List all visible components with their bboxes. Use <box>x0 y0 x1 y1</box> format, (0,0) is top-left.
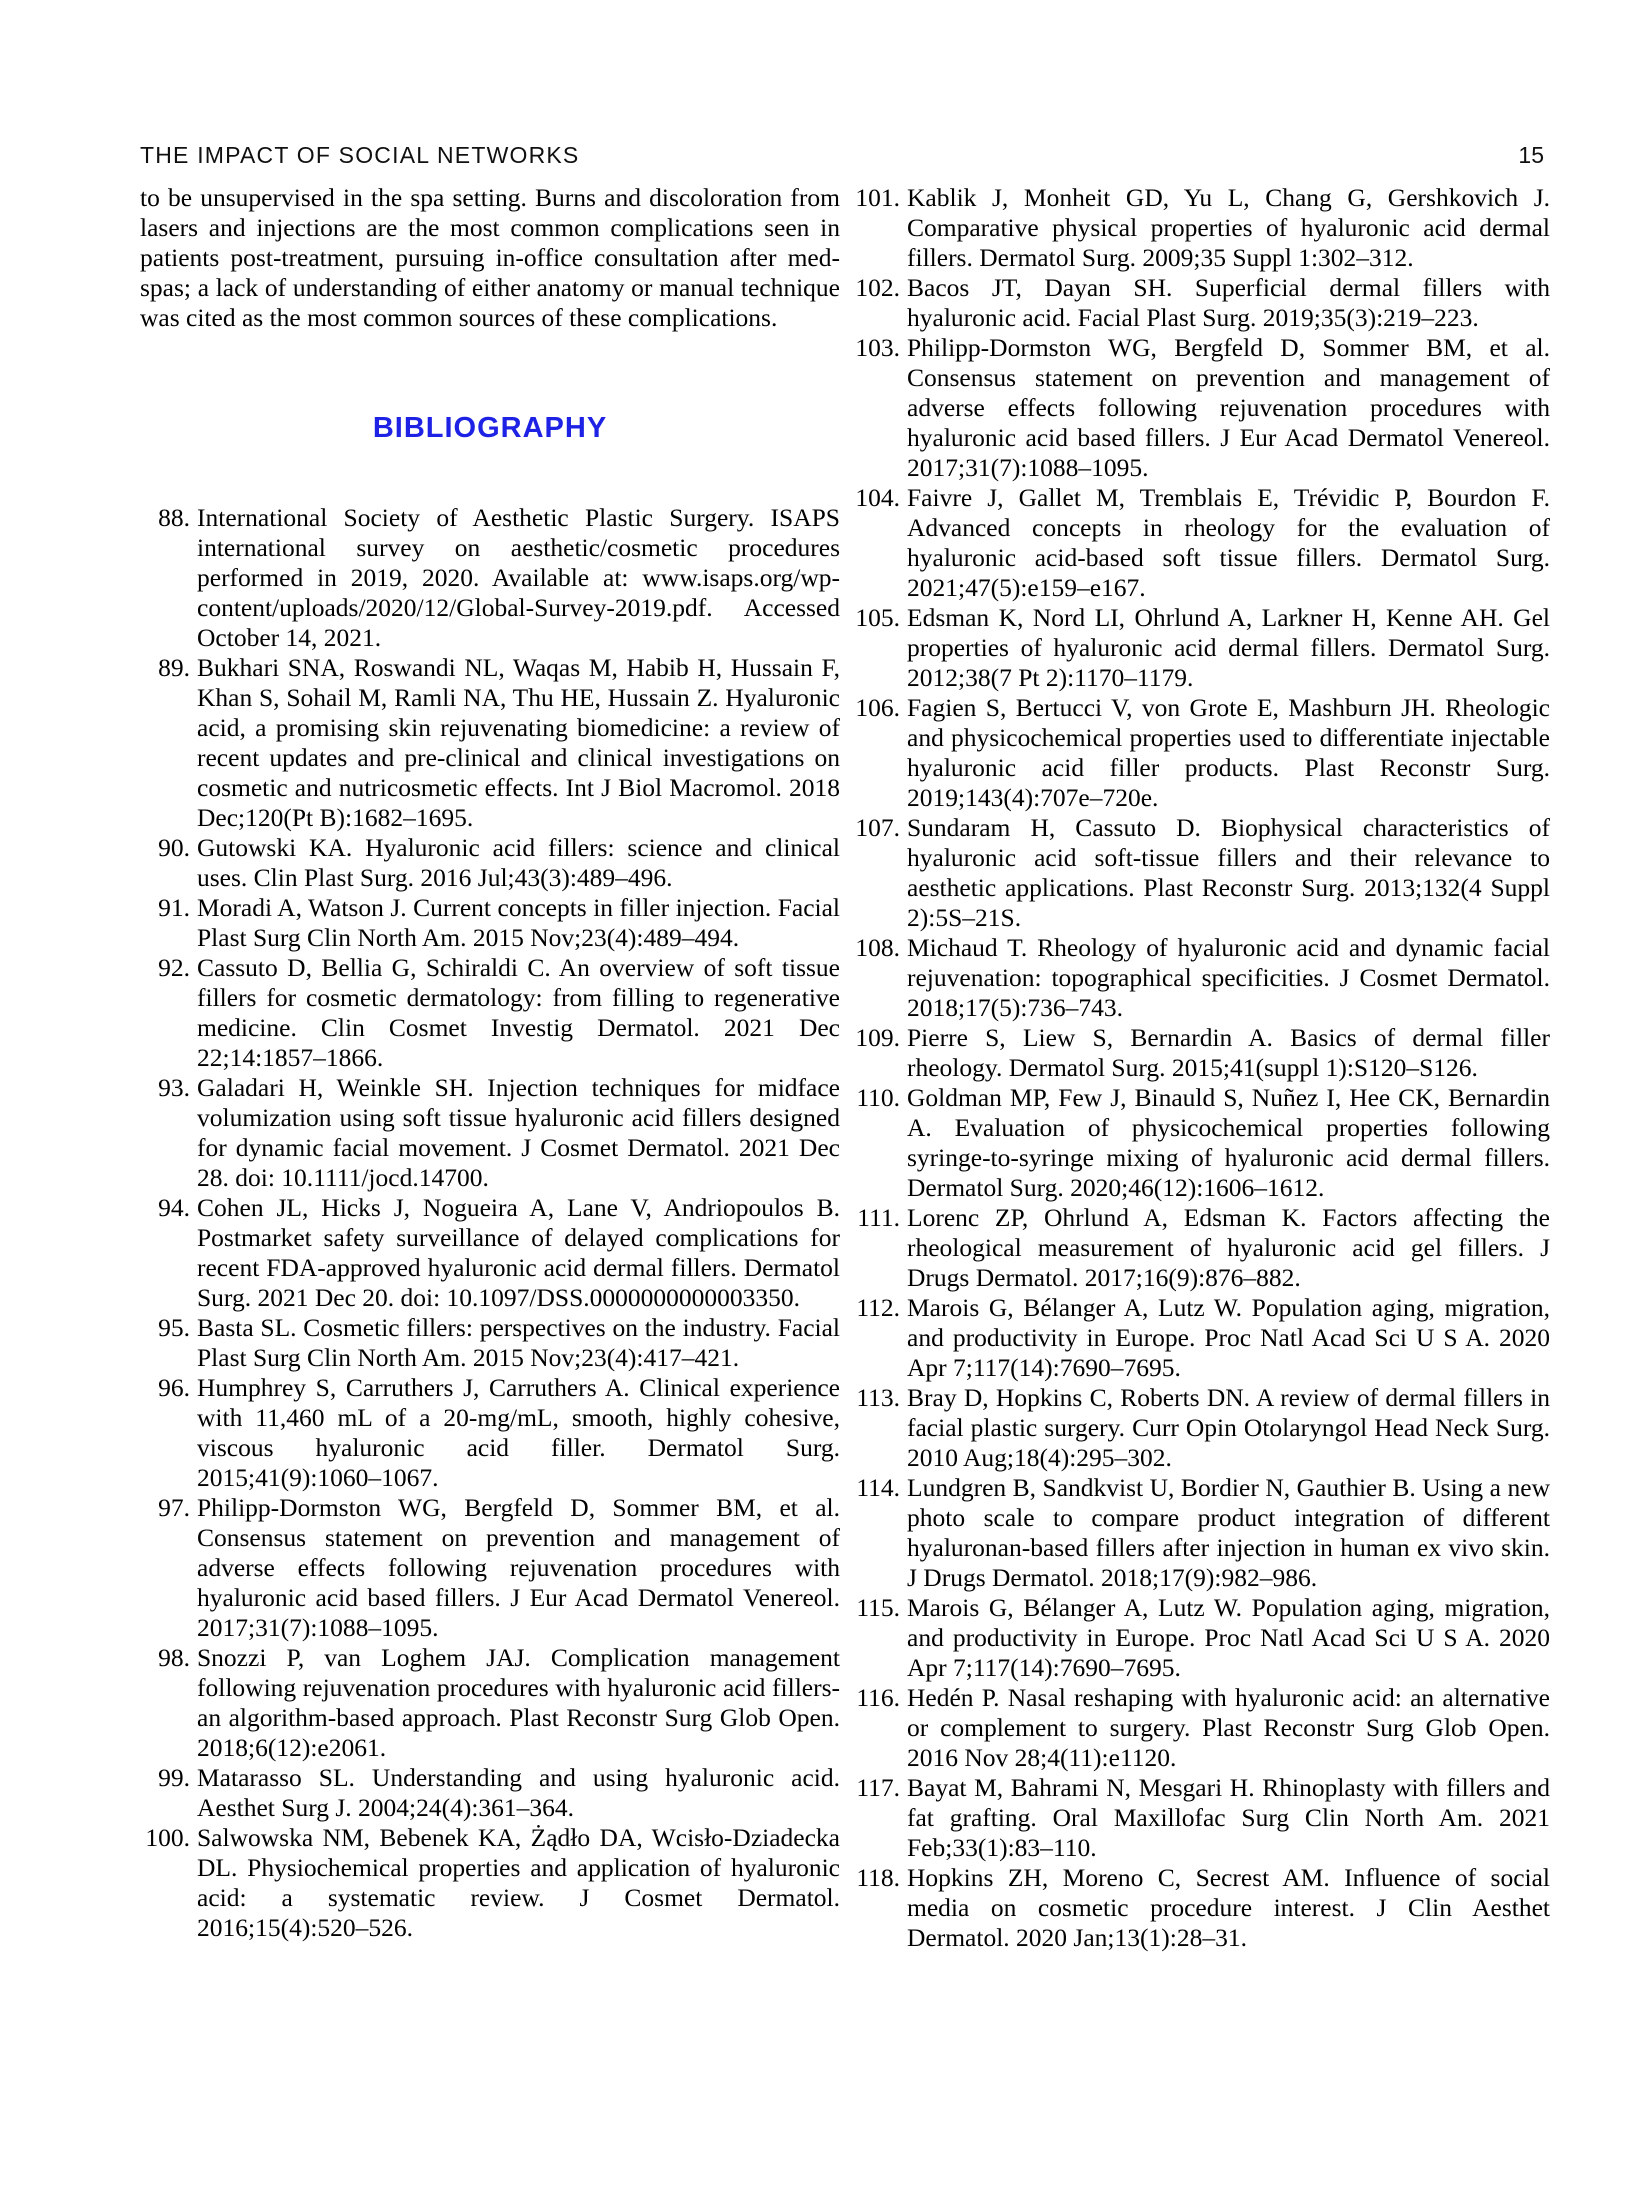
reference-text: Hopkins ZH, Moreno C, Secrest AM. Influence of social media on cosmetic procedure interest. J Clin Aesthet Dermatol. 2020 Jan;13(1):28–31. <box>907 1863 1550 1952</box>
reference-item <box>850 1083 1550 1203</box>
reference-number: 95. <box>158 1313 190 1342</box>
reference-text: Marois G, Bélanger A, Lutz W. Population aging, migration, and productivity in Europe. Proc Natl Acad Sci U S A. 2020 Apr 7;117(14):7690–7695. <box>907 1593 1550 1682</box>
reference-number: 106. <box>855 693 900 722</box>
reference-item <box>850 1593 1550 1683</box>
reference-number: 88. <box>158 503 190 532</box>
right-column <box>850 183 1550 1953</box>
reference-text: Bayat M, Bahrami N, Mesgari H. Rhinoplasty with fillers and fat grafting. Oral Maxillofac Surg Clin North Am. 2021 Feb;33(1):83–110. <box>907 1773 1550 1862</box>
reference-number: 117. <box>856 1773 900 1802</box>
reference-text: Gutowski KA. Hyaluronic acid fillers: science and clinical uses. Clin Plast Surg. 2016 Jul;43(3):489–496. <box>197 833 840 892</box>
reference-item <box>140 1193 840 1313</box>
reference-item <box>850 273 1550 333</box>
page-number: 15 <box>1518 142 1544 168</box>
reference-number: 112. <box>856 1293 900 1322</box>
reference-item <box>850 333 1550 483</box>
reference-item <box>140 1373 840 1493</box>
reference-item <box>850 813 1550 933</box>
left-column <box>140 183 840 1943</box>
reference-number: 114. <box>856 1473 900 1502</box>
reference-text: Bray D, Hopkins C, Roberts DN. A review of dermal fillers in facial plastic surgery. Curr Opin Otolaryngol Head Neck Surg. 2010 Aug;18(4):295–302. <box>907 1383 1550 1472</box>
reference-item <box>850 1863 1550 1953</box>
reference-number: 113. <box>856 1383 900 1412</box>
reference-item <box>140 1823 840 1943</box>
reference-text: Matarasso SL. Understanding and using hyaluronic acid. Aesthet Surg J. 2004;24(4):361–364. <box>197 1763 840 1822</box>
reference-number: 104. <box>855 483 900 512</box>
reference-item <box>850 1773 1550 1863</box>
reference-item <box>140 653 840 833</box>
reference-text: Humphrey S, Carruthers J, Carruthers A. Clinical experience with 11,460 mL of a 20-mg/mL, smooth, highly cohesive, viscous hyaluronic acid filler. Dermatol Surg. 2015;41(9):1060–1067. <box>197 1373 840 1492</box>
reference-number: 103. <box>855 333 900 362</box>
reference-text: International Society of Aesthetic Plastic Surgery. ISAPS international survey on aesthetic/cosmetic procedures performed in 2019, 2020. Available at: www.isaps.org/wp-content/uploads/2020/12/Global-Survey-2019.pdf. Accessed October 14, 2021. <box>197 503 840 652</box>
reference-item <box>850 183 1550 273</box>
reference-text: Marois G, Bélanger A, Lutz W. Population aging, migration, and productivity in Europe. Proc Natl Acad Sci U S A. 2020 Apr 7;117(14):7690–7695. <box>907 1293 1550 1382</box>
reference-text: Sundaram H, Cassuto D. Biophysical characteristics of hyaluronic acid soft-tissue fillers and their relevance to aesthetic applications. Plast Reconstr Surg. 2013;132(4 Suppl 2):5S–21S. <box>907 813 1550 932</box>
reference-item <box>140 1643 840 1763</box>
reference-text: Philipp-Dormston WG, Bergfeld D, Sommer BM, et al. Consensus statement on prevention and management of adverse effects following rejuvenation procedures with hyaluronic acid based fillers. J Eur Acad Dermatol Venereol. 2017;31(7):1088–1095. <box>907 333 1550 482</box>
reference-number: 96. <box>158 1373 190 1402</box>
reference-item <box>850 1293 1550 1383</box>
reference-text: Kablik J, Monheit GD, Yu L, Chang G, Gershkovich J. Comparative physical properties of hyaluronic acid dermal fillers. Dermatol Surg. 2009;35 Suppl 1:302–312. <box>907 183 1550 272</box>
reference-number: 92. <box>158 953 190 982</box>
reference-number: 109. <box>855 1023 900 1052</box>
reference-item <box>140 1313 840 1373</box>
reference-number: 116. <box>856 1683 900 1712</box>
reference-item <box>850 483 1550 603</box>
reference-text: Lorenc ZP, Ohrlund A, Edsman K. Factors affecting the rheological measurement of hyaluronic acid gel fillers. J Drugs Dermatol. 2017;16(9):876–882. <box>907 1203 1550 1292</box>
reference-text: Bacos JT, Dayan SH. Superficial dermal fillers with hyaluronic acid. Facial Plast Surg. 2019;35(3):219–223. <box>907 273 1550 332</box>
reference-text: Cassuto D, Bellia G, Schiraldi C. An overview of soft tissue fillers for cosmetic dermatology: from filling to regenerative medicine. Clin Cosmet Investig Dermatol. 2021 Dec 22;14:1857–1866. <box>197 953 840 1072</box>
reference-text: Fagien S, Bertucci V, von Grote E, Mashburn JH. Rheologic and physicochemical properties used to differentiate injectable hyaluronic acid filler products. Plast Reconstr Surg. 2019;143(4):707e–720e. <box>907 693 1550 812</box>
reference-number: 110. <box>856 1083 900 1112</box>
bibliography-heading: BIBLIOGRAPHY <box>372 412 608 444</box>
reference-item <box>140 503 840 653</box>
reference-number: 107. <box>855 813 900 842</box>
reference-item <box>850 1203 1550 1293</box>
reference-number: 93. <box>158 1073 190 1102</box>
reference-text: Michaud T. Rheology of hyaluronic acid and dynamic facial rejuvenation: topographical specificities. J Cosmet Dermatol. 2018;17(5):736–743. <box>907 933 1550 1022</box>
reference-number: 91. <box>158 893 190 922</box>
reference-number: 102. <box>855 273 900 302</box>
reference-number: 111. <box>857 1203 900 1232</box>
reference-item <box>850 693 1550 813</box>
reference-text: Galadari H, Weinkle SH. Injection techniques for midface volumization using soft tissue hyaluronic acid fillers designed for dynamic facial movement. J Cosmet Dermatol. 2021 Dec 28. doi: 10.1111/jocd.14700. <box>197 1073 840 1192</box>
running-head: THE IMPACT OF SOCIAL NETWORKS <box>140 142 580 168</box>
reference-number: 100. <box>145 1823 190 1852</box>
reference-number: 98. <box>158 1643 190 1672</box>
reference-number: 101. <box>855 183 900 212</box>
reference-text: Lundgren B, Sandkvist U, Bordier N, Gauthier B. Using a new photo scale to compare product integration of different hyaluronan-based fillers after injection in human ex vivo skin. J Drugs Dermatol. 2018;17(9):982–986. <box>907 1473 1550 1592</box>
reference-item <box>140 953 840 1073</box>
reference-item <box>850 603 1550 693</box>
reference-text: Cohen JL, Hicks J, Nogueira A, Lane V, Andriopoulos B. Postmarket safety surveillance of delayed complications for recent FDA-approved hyaluronic acid dermal fillers. Dermatol Surg. 2021 Dec 20. doi: 10.1097/DSS.0000000000003350. <box>197 1193 840 1312</box>
reference-number: 115. <box>856 1593 900 1622</box>
reference-item <box>140 1763 840 1823</box>
reference-number: 97. <box>158 1493 190 1522</box>
reference-text: Basta SL. Cosmetic fillers: perspectives on the industry. Facial Plast Surg Clin North Am. 2015 Nov;23(4):417–421. <box>197 1313 840 1372</box>
reference-text: Philipp-Dormston WG, Bergfeld D, Sommer BM, et al. Consensus statement on prevention and management of adverse effects following rejuvenation procedures with hyaluronic acid based fillers. J Eur Acad Dermatol Venereol. 2017;31(7):1088–1095. <box>197 1493 840 1642</box>
reference-number: 89. <box>158 653 190 682</box>
reference-text: Goldman MP, Few J, Binauld S, Nuñez I, Hee CK, Bernardin A. Evaluation of physicochemical properties following syringe-to-syringe mixing of hyaluronic acid dermal fillers. Dermatol Surg. 2020;46(12):1606–1612. <box>907 1083 1550 1202</box>
reference-text: Bukhari SNA, Roswandi NL, Waqas M, Habib H, Hussain F, Khan S, Sohail M, Ramli NA, Thu HE, Hussain Z. Hyaluronic acid, a promising skin rejuvenating biomedicine: a review of recent updates and pre-clinical and clinical investigations on cosmetic and nutricosmetic effects. Int J Biol Macromol. 2018 Dec;120(Pt B):1682–1695. <box>197 653 840 832</box>
reference-number: 108. <box>855 933 900 962</box>
reference-item <box>140 1493 840 1643</box>
reference-number: 99. <box>158 1763 190 1792</box>
reference-number: 90. <box>158 833 190 862</box>
reference-list-left <box>140 503 840 1943</box>
reference-item <box>850 1383 1550 1473</box>
reference-text: Moradi A, Watson J. Current concepts in filler injection. Facial Plast Surg Clin North Am. 2015 Nov;23(4):489–494. <box>197 893 840 952</box>
reference-text: Salwowska NM, Bebenek KA, Żądło DA, Wcisło-Dziadecka DL. Physiochemical properties and application of hyaluronic acid: a systematic review. J Cosmet Dermatol. 2016;15(4):520–526. <box>197 1823 840 1942</box>
reference-text: Pierre S, Liew S, Bernardin A. Basics of dermal filler rheology. Dermatol Surg. 2015;41(suppl 1):S120–S126. <box>907 1023 1550 1082</box>
reference-item <box>850 933 1550 1023</box>
reference-number: 105. <box>855 603 900 632</box>
reference-item <box>140 1073 840 1193</box>
reference-text: Snozzi P, van Loghem JAJ. Complication management following rejuvenation procedures with hyaluronic acid fillers-an algorithm-based approach. Plast Reconstr Surg Glob Open. 2018;6(12):e2061. <box>197 1643 840 1762</box>
reference-list-right <box>850 183 1550 1953</box>
reference-item <box>850 1683 1550 1773</box>
reference-item <box>850 1023 1550 1083</box>
reference-item <box>140 893 840 953</box>
reference-item <box>140 833 840 893</box>
reference-text: Hedén P. Nasal reshaping with hyaluronic acid: an alternative or complement to surgery. Plast Reconstr Surg Glob Open. 2016 Nov 28;4(11):e1120. <box>907 1683 1550 1772</box>
reference-number: 118. <box>856 1863 900 1892</box>
reference-item <box>850 1473 1550 1593</box>
intro-paragraph: to be unsupervised in the spa setting. Burns and discoloration from lasers and injections are the most common complications seen in patients post-treatment, pursuing in-office consultation after med-spas; a lack of understanding of either anatomy or manual technique was cited as the most common sources of these complications. <box>140 183 840 332</box>
reference-number: 94. <box>158 1193 190 1222</box>
reference-text: Faivre J, Gallet M, Tremblais E, Trévidic P, Bourdon F. Advanced concepts in rheology for the evaluation of hyaluronic acid-based soft tissue fillers. Dermatol Surg. 2021;47(5):e159–e167. <box>907 483 1550 602</box>
reference-text: Edsman K, Nord LI, Ohrlund A, Larkner H, Kenne AH. Gel properties of hyaluronic acid dermal fillers. Dermatol Surg. 2012;38(7 Pt 2):1170–1179. <box>907 603 1550 692</box>
